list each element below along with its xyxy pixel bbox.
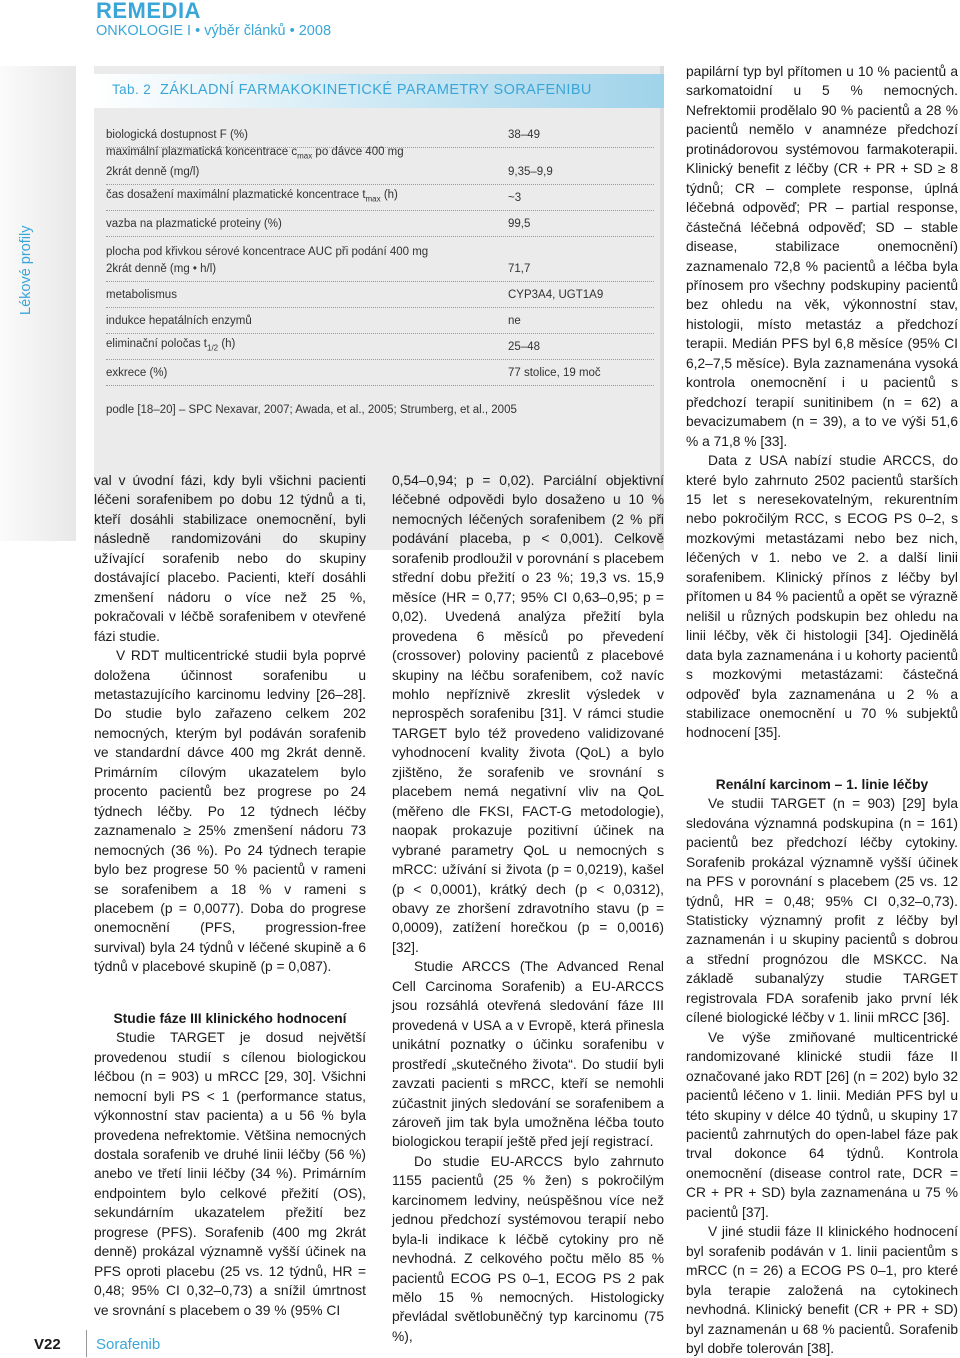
- brand-logo: REMEDIA: [96, 0, 201, 23]
- paragraph: Studie TARGET je dosud největší provedenou studií s cílenou biologickou léčbou (n = 903) u mRCC [29, 30]. Všichni nemocní byli PS < 1 (performance status, výkonnostní stav pacienta) a u 56 % byla provedena nefrektomie. Většina nemocných dostala sorafenib ve druhé linii léčby (56 %) anebo ve třetí linii léčby (34 %). Primárním endpointem bylo celkové přežití (OS), sekundárním ukazatelem přežití bez progrese (PFS). Sorafenib (400 mg 2krát denně) prokázal významně vyšší účinek na PFS oproti placebu (25 vs. 12 týdnů, HR = 0,48; 95% CI 0,32–0,73) a snížil úmrtnost ve srovnání s placebem o 39 % (95% CI: [94, 1030, 366, 1318]
- table-row: [106, 333, 654, 360]
- paragraph: Studie ARCCS (The Advanced Renal Cell Carcinoma Sorafenib) a EU-ARCCS jsou rozsáhlá otevřená sledování fáze III provedená v USA a v Evropě, která přinesla unikátní poznatky o účinku sorafenibu v prostředí „skutečného života“. Do studií byli zavzati pacienti s mRCC, kteří se nemohli zúčastnit jiných sledování se sorafenibem a zároveň jim tak byla umožněna léčba touto biologickou terapií ještě před její registrací.: [392, 959, 664, 1150]
- table-cell-label: exkrece (%): [106, 367, 168, 379]
- paragraph: Ve studii TARGET (n = 903) [29] byla sledována významná podskupina (n = 161) pacientů bez předchozí léčby cytokiny. Sorafenib prokázal významně vyšší účinek na PFS v porovnání s placebem (25 vs. 12 týdnů, HR = 0,48; 95% CI 0,32–0,73). Statisticky významný profit z léčby byl zaznamenán i u skupiny pacientů s dobrou a střední prognózou dle MSKCC. Na základě subanalýzy studie TARGET registrovala FDA sorafenib jako první lék cílené biologické léčby v 1. linii mRCC [36].: [686, 796, 958, 1026]
- table-cell-label: maximální plazmatická koncentrace $c_{max}$ po dávce 400 mg 2krát denně (mg/l): [106, 145, 404, 178]
- text-column-2: [392, 471, 664, 1346]
- paragraph: papilární typ byl přítomen u 10 % pacientů a sarkomatoidní u 5 % nemocných. Nefrektomii prodělalo 90 % pacientů a 28 % pacientů nemělo v anamnéze předchozí protinádorovou systémovou farmakoterapii. Klinický benefit z léčby (CR + PR + SD ≥ 8 týdnů; CR – complete response, úplná léčebná odpověď; PR – partial response, částečná léčebná odpověď; SD – stable disease, stabilizace onemocnění) zaznamenalo 72,8 % pacientů a léčba byla přínosem pro všechny podskupiny pacientů bez ohledu na věk, výkonnostní stav, histologii, místo metastáz a předchozí terapii. Medián PFS byl 6,8 měsíce (95% CI 6,2–7,5 měsíce). Byla zaznamenána vysoká kontrola onemocnění i u pacientů s předchozí terapií sunitinibem (n = 62) a bevacizumabem (n = 39), a to ve výši 51,6 % a 71,8 % [33].: [686, 64, 958, 449]
- table-row: [106, 359, 654, 386]
- table-title: [112, 82, 592, 98]
- table-row: [106, 307, 654, 334]
- table-row: [106, 184, 654, 211]
- table-cell-label: indukce hepatálních enzymů: [106, 315, 252, 327]
- paragraph: val v úvodní fázi, kdy byli všichni pacienti léčeni sorafenibem po dobu 12 týdnů a ti, kteří dosáhli stabilizace onemocnění, byli následně randomizováni do skupiny užívající sorafenib nebo do skupiny dostávající placebo. Pacienti, kteří dosáhli zmenšení nádoru o více než 25 %, pokračovali v léčbě sorafenibem v otevřené fázi studie.: [94, 473, 366, 644]
- issue-line: ONKOLOGIE I • výběr článků • 2008: [96, 23, 332, 39]
- paragraph: 0,54–0,94; p = 0,02). Parciální objektivní léčebné odpovědi bylo dosaženo u 10 % nemocných léčených sorafenibem (2 % při podávání placeba, p < 0,001). Celkově sorafenib prodloužil v porovnání s placebem střední dobu přežití o 23 %; 19,3 vs. 15,9 měsíce (HR = 0,77; 95% CI 0,63–0,95; p = 0,02). Uvedená analýza přežití byla provedena 6 měsíců po převedení (crossover) poloviny pacientů z placebové skupiny na léčbu sorafenibem, což navíc mohlo nepříznivě zkreslit výsledek v neprospěch sorafenibu [31]. V rámci studie TARGET bylo též provedeno validizované vyhodnocení kvality života (QoL) a bylo zjištěno, že sorafenib ve srovnání s placebem nemá negativní vliv na QoL (měřeno dle FKSI, FACT-G metodologie), naopak prokazuje pozitivní účinek na vybrané parametry QoL u nemocných s mRCC: užívání si života (p = 0,0219), kašel (p < 0,0001), krátký dech (p < 0,0312), obavy ze zhoršení zdravotního stavu (p = 0,0009), zatížení horečkou (p = 0,0016) [32].: [392, 473, 664, 955]
- table-cell-label: plocha pod křivkou sérové koncentrace AUC při podání 400 mg 2krát denně (mg • h/l): [106, 246, 429, 275]
- table-cell-label: biologická dostupnost F (%): [106, 129, 248, 141]
- footer-divider: [86, 1330, 87, 1357]
- table-cell-label: metabolismus: [106, 289, 177, 301]
- table-row: [106, 210, 654, 237]
- section-heading: Studie fáze III klinického hodnocení: [113, 1010, 347, 1026]
- paragraph: V RDT multicentrické studii byla poprvé doložena účinnost sorafenibu u metastazujícího karcinomu ledviny [26–28]. Do studie bylo zařazeno celkem 202 nemocných, kterým byl podáván sorafenib ve standardní dávce 400 mg 2krát denně. Primárním cílovým ukazatelem bylo procento pacientů bez progrese po 24 týdnech léčby. Po 12 týdnech léčby zaznamenalo ≥ 25% zmenšení nádoru 73 nemocných (36 %). Po 24 týdnech terapie bylo bez progrese 50 % pacientů v rameni se sorafenibem a 18 % v rameni s placebem (p = 0,0077). Doba do progrese onemocnění (PFS, progression-free survival) byla 24 týdnů v léčené skupině a 6 týdnů v placebové skupině (p = 0,087).: [94, 648, 366, 975]
- paragraph: Data z USA nabízí studie ARCCS, do které bylo zahrnuto 2502 pacientů starších 15 let s neresekovatelným, rekurentním nebo pokročilým RCC, s ECOG PS 0–2, s mozkovými metastázami nebo bez nich, léčených v 1. nebo ve 2. a další linii sorafenibem. Klinický přínos z léčby byl přítomen u 84 % pacientů a opět se výrazně nelišil u různých podskupin bez ohledu na linii léčby, věk či histologii [34]. Ojedinělá data byla zaznamenána i u kohorty pacientů s mozkovými metastázami: částečná odpověď byla zaznamenána u 2 % a stabilizace onemocnění u 70 % subjektů hodnocení [35].: [686, 453, 958, 741]
- table-cell-value: 77 stolice, 19 moč: [508, 367, 601, 379]
- section-heading: Renální karcinom – 1. linie léčby: [715, 776, 929, 792]
- footer-title: Sorafenib: [96, 1336, 161, 1353]
- table-cell-label: vazba na plazmatické proteiny (%): [106, 218, 282, 230]
- table-row: [106, 147, 654, 185]
- table-cell-value: ~3: [508, 192, 522, 204]
- table-cell-value: ne: [508, 315, 521, 327]
- table-row: [106, 281, 654, 308]
- table-cell-value: 99,5: [508, 218, 531, 230]
- table-cell-value: CYP3A4, UGT1A9: [508, 289, 604, 301]
- table-cell-value: 71,7: [508, 263, 531, 275]
- table-cell-label: eliminační poločas $t_{1/2}$ (h): [106, 337, 236, 352]
- side-tab: [0, 66, 76, 541]
- table-cell-value: 9,35–9,9: [508, 166, 553, 178]
- table-title-text: ZÁKLADNÍ FARMAKOKINETICKÉ PARAMETRY SORAFENIBU: [160, 82, 592, 98]
- table-cell-label: čas dosažení maximální plazmatické koncentrace $t_{max}$ (h): [106, 188, 398, 203]
- paragraph: V jiné studii fáze II klinického hodnocení byl sorafenib podáván v 1. linii pacientům s mRCC (n = 26) a ECOG PS 0–1, pro které byla terapie založená na cytokinech nevhodná. Klinický benefit (CR + PR + SD) byl zaznamenán u 68 % pacientů. Sorafenib byl dobře tolerován [38].: [686, 1224, 958, 1356]
- table-number: Tab. 2: [112, 82, 152, 97]
- table-source-note: podle [18–20] – SPC Nexavar, 2007; Awada, et al., 2005; Strumberg, et al., 2005: [106, 404, 517, 416]
- paragraph: Do studie EU-ARCCS bylo zahrnuto 1155 pacientů (25 % žen) s pokročilým karcinomem ledviny, neúspěšnou více než jednou předchozí systémovou terapií nebo byla-li indikace k léčbě cytokiny pro ně nevhodná. Z celkového počtu mělo 85 % pacientů ECOG PS 0–1, ECOG PS 2 pak mělo 15 % nemocných. Histologicky převládal světlobuněčný typ karcinomu (75 %),: [392, 1153, 664, 1344]
- section-label: Lékové profily: [18, 225, 34, 315]
- table-row: [106, 236, 654, 282]
- page-number: V22: [34, 1336, 61, 1353]
- text-column-3: [686, 62, 958, 1358]
- text-column-1: [94, 471, 366, 1320]
- paragraph: Ve výše zmiňované multicentrické randomizované klinické studii fáze II označované jako RDT [26] (n = 202) bylo 32 pacientů léčeno v 1. linii. Medián PFS byl u této skupiny v délce 40 týdnů, u skupiny 17 pacientů zahrnutých do open-label fáze pak trval dokonce 64 týdnů. Kontrola onemocnění (disease control rate, DCR = CR + PR + SD) byla zaznamenána u 75 % pacientů [37].: [686, 1029, 958, 1220]
- table-cell-value: 25–48: [508, 341, 540, 353]
- table-cell-value: 38–49: [508, 129, 540, 141]
